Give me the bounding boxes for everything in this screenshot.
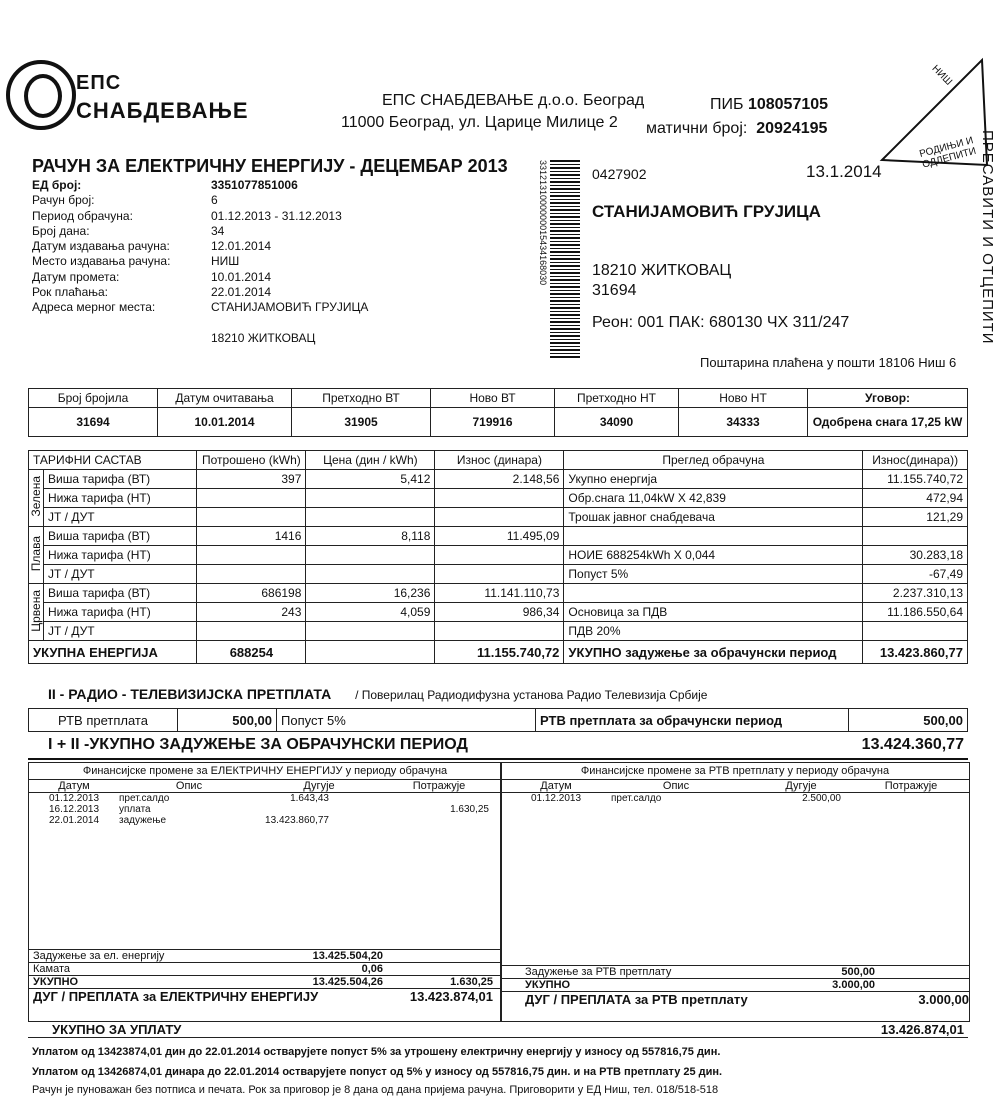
meter-value: 31905 bbox=[292, 408, 431, 437]
fin-el-cell bbox=[209, 804, 329, 815]
tariff-cell: Нижа тарифа (НТ) bbox=[44, 546, 197, 565]
meter-header: Ново НТ bbox=[679, 389, 808, 408]
fin-el-summary-row bbox=[29, 988, 501, 1004]
eps-logo-icon bbox=[6, 60, 76, 130]
group-label-text: Зелена bbox=[29, 476, 43, 517]
group-label bbox=[29, 527, 44, 584]
footer-line-2: Уплатом од 13426874,01 динара до 22.01.2014 остварујете попуст од 5% у износу од 557816,75 дин. и на РТВ претплату 25 дин. bbox=[32, 1066, 723, 1078]
barcode-number: 3312131000000015434168030 bbox=[538, 160, 548, 286]
tariff-row bbox=[29, 565, 968, 584]
tariff-table bbox=[28, 450, 968, 664]
tariff-cell: 11.495,09 bbox=[435, 527, 564, 546]
fin-el-row bbox=[29, 793, 501, 804]
rtv-table bbox=[28, 708, 968, 732]
value-invoice-no: 6 bbox=[211, 193, 218, 208]
label-issue-date: Датум издавања рачуна: bbox=[32, 239, 170, 254]
meter-value: 10.01.2014 bbox=[158, 408, 292, 437]
meter-header: Број бројила bbox=[29, 389, 158, 408]
meter-value: 719916 bbox=[431, 408, 555, 437]
tariff-cell bbox=[306, 546, 435, 565]
pib-line bbox=[710, 96, 828, 114]
total-amount: 11.155.740,72 bbox=[435, 641, 564, 664]
tariff-cell: 2.148,56 bbox=[435, 470, 564, 489]
fin-el-cell: 01.12.2013 bbox=[48, 793, 100, 804]
footer-line-3: Рачун је пуноважан без потписа и печата. Рок за приговор је 8 дана од дана пријема рачуна. Приговорити у ЕД Ниш, тел. 018/518-518 bbox=[32, 1084, 719, 1096]
rtv-title: II - РАДИО - ТЕЛЕВИЗИЈСКА ПРЕТПЛАТА bbox=[48, 686, 332, 702]
tariff-row bbox=[29, 508, 968, 527]
tariff-cell: 986,34 bbox=[435, 603, 564, 622]
label-ed: ЕД број: bbox=[32, 178, 82, 192]
fin-rtv-title: Финансијске промене за РТВ претплату у периоду обрачуна bbox=[501, 763, 969, 780]
tariff-cell bbox=[197, 489, 306, 508]
tariff-cell: ЈТ / ДУТ bbox=[44, 565, 197, 584]
tariff-cell: 16,236 bbox=[306, 584, 435, 603]
tariff-header: Потрошено (kWh) bbox=[197, 451, 306, 470]
tariff-cell bbox=[306, 508, 435, 527]
fin-rtv-header-cell: Дугује bbox=[785, 780, 817, 792]
tariff-cell: Основица за ПДВ bbox=[564, 603, 863, 622]
payment-row bbox=[28, 1022, 968, 1038]
fin-el-header-cell: Опис bbox=[175, 780, 203, 792]
fin-rtv-cell: прет.салдо bbox=[611, 793, 662, 804]
fin-el-balance-value: 13.423.874,01 bbox=[409, 989, 493, 1004]
tariff-cell: 8,118 bbox=[306, 527, 435, 546]
fin-el-sum-credit: 1.630,25 bbox=[450, 976, 493, 988]
tariff-header: Цена (дин / kWh) bbox=[306, 451, 435, 470]
tariff-cell bbox=[197, 508, 306, 527]
fin-el-summary bbox=[29, 949, 501, 1004]
invoice-labels bbox=[32, 178, 170, 316]
tariff-row bbox=[29, 489, 968, 508]
group-label bbox=[29, 584, 44, 641]
fin-rtv-summary bbox=[501, 965, 969, 1007]
mb-label: матични број: bbox=[646, 120, 748, 137]
meter-header: Ново ВТ bbox=[431, 389, 555, 408]
fin-el-cell: 1.630,25 bbox=[450, 804, 489, 815]
meter-header: Уговор: bbox=[808, 389, 968, 408]
tariff-cell: 1416 bbox=[197, 527, 306, 546]
tariff-cell: 4,059 bbox=[306, 603, 435, 622]
recipient-code: 0427902 bbox=[592, 166, 647, 182]
meter-header: Претходно ВТ bbox=[292, 389, 431, 408]
tariff-cell: 5,412 bbox=[306, 470, 435, 489]
tariff-row bbox=[29, 527, 968, 546]
fin-el-cell: 13.423.860,77 bbox=[265, 815, 329, 826]
fin-el-debt-label: Задужење за ел. енергију bbox=[33, 950, 165, 962]
tariff-row bbox=[29, 622, 968, 641]
fin-el-cell bbox=[329, 793, 489, 804]
tariff-cell bbox=[435, 622, 564, 641]
fin-el-cell bbox=[329, 815, 489, 826]
rtv-label: РТВ претплата bbox=[29, 709, 178, 732]
tariff-header: Преглед обрачуна bbox=[564, 451, 863, 470]
mb-line bbox=[646, 120, 827, 138]
tariff-cell: Укупно енергија bbox=[564, 470, 863, 489]
meter-value-row bbox=[29, 408, 968, 437]
fin-el-header-cell: Потражује bbox=[412, 780, 466, 792]
stamp-text-2: РОДИЊИ И ОДЛЕПИТИ bbox=[918, 135, 978, 171]
fin-el-sum-label: УКУПНО bbox=[33, 976, 79, 988]
tariff-cell bbox=[197, 546, 306, 565]
tariff-cell bbox=[306, 489, 435, 508]
fin-el-cell: 22.01.2014 bbox=[48, 815, 100, 826]
fin-rtv-header-cell: Датум bbox=[540, 780, 572, 792]
postage-note: Поштарина плаћена у пошти 18106 Ниш 6 bbox=[700, 355, 957, 370]
recipient-number: 31694 bbox=[592, 282, 637, 299]
fin-el-box bbox=[28, 762, 502, 1022]
fin-el-summary-row bbox=[29, 975, 501, 988]
tariff-cell: Виша тарифа (ВТ) bbox=[44, 470, 197, 489]
value-issue-place: НИШ bbox=[211, 254, 240, 269]
fin-rtv-summary-row bbox=[501, 966, 969, 978]
fin-el-summary-row bbox=[29, 950, 501, 962]
fin-rtv-summary-row bbox=[501, 978, 969, 991]
barcode bbox=[550, 160, 580, 360]
pib-value: 108057105 bbox=[747, 96, 829, 113]
logo-text-1: ЕПС bbox=[76, 72, 122, 94]
tariff-cell bbox=[197, 622, 306, 641]
fin-rtv-header bbox=[501, 780, 969, 793]
tariff-cell bbox=[435, 489, 564, 508]
total-kwh: 688254 bbox=[197, 641, 306, 664]
fin-el-row bbox=[29, 815, 501, 826]
tariff-header: Износ (динара) bbox=[435, 451, 564, 470]
tariff-cell: 397 bbox=[197, 470, 306, 489]
fin-el-cell: 16.12.2013 bbox=[48, 804, 100, 815]
fin-el-sum-debit: 13.425.504,26 bbox=[312, 976, 383, 988]
label-days: Број дана: bbox=[32, 223, 90, 238]
fin-rtv-header-cell: Потражује bbox=[884, 780, 938, 792]
fin-rtv-box bbox=[500, 762, 970, 1022]
tariff-cell: Виша тарифа (ВТ) bbox=[44, 584, 197, 603]
tariff-row bbox=[29, 546, 968, 565]
fin-el-debt-value: 13.425.504,20 bbox=[312, 950, 383, 962]
label-invoice-no: Рачун број: bbox=[32, 193, 95, 208]
fin-el-summary-row bbox=[29, 962, 501, 975]
group-label-text: Црвена bbox=[29, 589, 43, 632]
tariff-cell: Нижа тарифа (НТ) bbox=[44, 603, 197, 622]
fin-rtv-cell bbox=[841, 793, 951, 804]
blurred-line bbox=[211, 316, 368, 331]
tariff-cell: Попуст 5% bbox=[564, 565, 863, 584]
fin-rtv-sum-label: УКУПНО bbox=[525, 979, 571, 991]
tariff-cell: 11.155.740,72 bbox=[863, 470, 968, 489]
meter-table bbox=[28, 388, 968, 437]
tariff-cell: Нижа тарифа (НТ) bbox=[44, 489, 197, 508]
meter-header: Датум очитавања bbox=[158, 389, 292, 408]
meter-value: 34090 bbox=[555, 408, 679, 437]
stamp-text-1: НИШ bbox=[929, 63, 955, 88]
rtv-row bbox=[29, 709, 968, 732]
fin-rtv-row bbox=[501, 793, 969, 804]
fin-el-title: Финансијске промене за ЕЛЕКТРИЧНУ ЕНЕРГИЈУ у периоду обрачуна bbox=[29, 763, 501, 780]
meter-value: 34333 bbox=[679, 408, 808, 437]
label-due: Рок плаћања: bbox=[32, 285, 109, 300]
tariff-cell bbox=[863, 622, 968, 641]
grand-total-row bbox=[28, 736, 968, 754]
value-ed: 3351077851006 bbox=[211, 178, 298, 192]
group-label-text: Плава bbox=[29, 535, 43, 572]
tariff-row bbox=[29, 603, 968, 622]
tariff-row bbox=[29, 584, 968, 603]
rtv-period-label: РТВ претплата за обрачунски период bbox=[536, 709, 849, 732]
grand-total-label: I + II -УКУПНО ЗАДУЖЕЊЕ ЗА ОБРАЧУНСКИ ПЕРИОД bbox=[48, 736, 468, 753]
meter-header: Претходно НТ bbox=[555, 389, 679, 408]
fin-el-cell: уплата bbox=[119, 804, 151, 815]
value-city: 18210 ЖИТКОВАЦ bbox=[211, 330, 316, 345]
fin-el-cell: прет.салдо bbox=[119, 793, 170, 804]
total-period-label: УКУПНО задужење за обрачунски период bbox=[564, 641, 863, 664]
pib-label: ПИБ bbox=[710, 96, 744, 113]
rtv-creditor: / Поверилац Радиодифузна установа Радио Телевизија Србије bbox=[355, 688, 708, 702]
meter-value: 31694 bbox=[29, 408, 158, 437]
recipient-region: Реон: 001 ПАК: 680130 ЧХ 311/247 bbox=[592, 314, 850, 331]
mb-value: 20924195 bbox=[756, 120, 828, 137]
invoice-values bbox=[211, 178, 368, 346]
tariff-cell: Виша тарифа (ВТ) bbox=[44, 527, 197, 546]
tariff-cell: 11.141.110,73 bbox=[435, 584, 564, 603]
grand-total-value: 13.424.360,77 bbox=[861, 736, 964, 753]
fin-el-header-cell: Дугује bbox=[303, 780, 335, 792]
meter-header-row bbox=[29, 389, 968, 408]
fin-rtv-cell: 2.500,00 bbox=[802, 793, 841, 804]
label-address: Адреса мерног места: bbox=[32, 300, 156, 315]
meter-value: Одобрена снага 17,25 kW bbox=[808, 408, 968, 437]
tariff-cell bbox=[564, 584, 863, 603]
fin-el-header-cell: Датум bbox=[58, 780, 90, 792]
value-days: 34 bbox=[211, 223, 225, 238]
company-address: 11000 Београд, ул. Царице Милице 2 bbox=[341, 114, 618, 131]
payment-value: 13.426.874,01 bbox=[880, 1022, 964, 1037]
total-period-value: 13.423.860,77 bbox=[863, 641, 968, 664]
tariff-cell: 472,94 bbox=[863, 489, 968, 508]
value-due: 22.01.2014 bbox=[211, 285, 272, 300]
fin-rtv-debt-value: 500,00 bbox=[841, 966, 875, 978]
tariff-cell: -67,49 bbox=[863, 565, 968, 584]
tariff-cell: Обр.снага 11,04kW X 42,839 bbox=[564, 489, 863, 508]
tariff-cell: 686198 bbox=[197, 584, 306, 603]
tariff-cell bbox=[564, 527, 863, 546]
fin-rtv-sum-debit: 3.000,00 bbox=[832, 979, 875, 991]
label-issue-place: Место издавања рачуна: bbox=[32, 254, 171, 269]
value-issue-date: 12.01.2014 bbox=[211, 239, 272, 254]
rtv-value: 500,00 bbox=[178, 709, 277, 732]
tariff-cell bbox=[306, 565, 435, 584]
fin-el-header bbox=[29, 780, 501, 793]
rtv-period-value: 500,00 bbox=[849, 709, 968, 732]
tariff-cell bbox=[863, 527, 968, 546]
fin-rtv-debt-label: Задужење за РТВ претплату bbox=[525, 966, 672, 978]
tariff-cell: Трошак јавног снабдевача bbox=[564, 508, 863, 527]
tariff-cell: НОИЕ 688254kWh X 0,044 bbox=[564, 546, 863, 565]
tariff-cell bbox=[306, 622, 435, 641]
tariff-cell: 243 bbox=[197, 603, 306, 622]
total-energy-label: УКУПНА ЕНЕРГИЈА bbox=[29, 641, 197, 664]
total-empty bbox=[306, 641, 435, 664]
tariff-row bbox=[29, 470, 968, 489]
fin-el-interest-label: Камата bbox=[33, 963, 70, 975]
recipient-city: 18210 ЖИТКОВАЦ bbox=[592, 262, 732, 279]
tariff-cell: 11.186.550,64 bbox=[863, 603, 968, 622]
fin-rtv-header-cell: Опис bbox=[662, 780, 690, 792]
tariff-cell bbox=[435, 565, 564, 584]
fin-el-cell: задужење bbox=[119, 815, 167, 826]
tariff-cell: 121,29 bbox=[863, 508, 968, 527]
value-period: 01.12.2013 - 31.12.2013 bbox=[211, 208, 342, 223]
label-period: Период обрачуна: bbox=[32, 208, 133, 223]
tariff-cell bbox=[435, 508, 564, 527]
tariff-header-row bbox=[29, 451, 968, 470]
payment-label: УКУПНО ЗА УПЛАТУ bbox=[52, 1022, 182, 1037]
fin-rtv-balance-value: 3.000,00 bbox=[918, 992, 969, 1007]
fin-el-row bbox=[29, 804, 501, 815]
label-turnover-date: Датум промета: bbox=[32, 269, 120, 284]
invoice-title: РАЧУН ЗА ЕЛЕКТРИЧНУ ЕНЕРГИЈУ - ДЕЦЕМБАР 2013 bbox=[32, 156, 508, 176]
tariff-cell: ЈТ / ДУТ bbox=[44, 508, 197, 527]
tariff-cell: ПДВ 20% bbox=[564, 622, 863, 641]
fin-rtv-summary-row bbox=[501, 991, 969, 1007]
logo-text-2: СНАБДЕВАЊЕ bbox=[76, 98, 249, 123]
tariff-cell: 2.237.310,13 bbox=[863, 584, 968, 603]
fin-el-cell: 1.643,43 bbox=[290, 793, 329, 804]
tariff-cell bbox=[435, 546, 564, 565]
rtv-title-row bbox=[28, 686, 968, 702]
fin-rtv-cell: 01.12.2013 bbox=[530, 793, 582, 804]
fin-rtv-balance-label: ДУГ / ПРЕПЛАТА за РТВ претплату bbox=[525, 992, 748, 1007]
tariff-cell: 30.283,18 bbox=[863, 546, 968, 565]
tariff-cell: ЈТ / ДУТ bbox=[44, 622, 197, 641]
group-label bbox=[29, 470, 44, 527]
tariff-header: ТАРИФНИ САСТАВ bbox=[29, 451, 197, 470]
tariff-header: Износ(динара)) bbox=[863, 451, 968, 470]
fold-instruction: ПРЕСАВИТИ И ОТЦЕПИТИ bbox=[979, 130, 996, 345]
fin-el-balance-label: ДУГ / ПРЕПЛАТА за ЕЛЕКТРИЧНУ ЕНЕРГИЈУ bbox=[33, 989, 319, 1004]
tariff-cell bbox=[197, 565, 306, 584]
recipient-date: 13.1.2014 bbox=[806, 162, 882, 181]
divider bbox=[28, 758, 968, 760]
value-address: СТАНИЈАМОВИЋ ГРУЈИЦА bbox=[211, 300, 369, 315]
value-turnover-date: 10.01.2014 bbox=[211, 269, 272, 284]
rtv-discount: Попуст 5% bbox=[277, 709, 536, 732]
company-name: ЕПС СНАБДЕВАЊЕ д.о.о. Београд bbox=[382, 92, 645, 109]
footer-line-1: Уплатом од 13423874,01 дин до 22.01.2014 остварујете попуст 5% за утрошену електричну енергију у износу од 557816,75 дин. bbox=[32, 1046, 721, 1058]
fin-el-interest-value: 0,06 bbox=[361, 963, 383, 975]
recipient-name: СТАНИЈАМОВИЋ ГРУЈИЦА bbox=[592, 202, 821, 221]
tariff-total-row bbox=[29, 641, 968, 664]
